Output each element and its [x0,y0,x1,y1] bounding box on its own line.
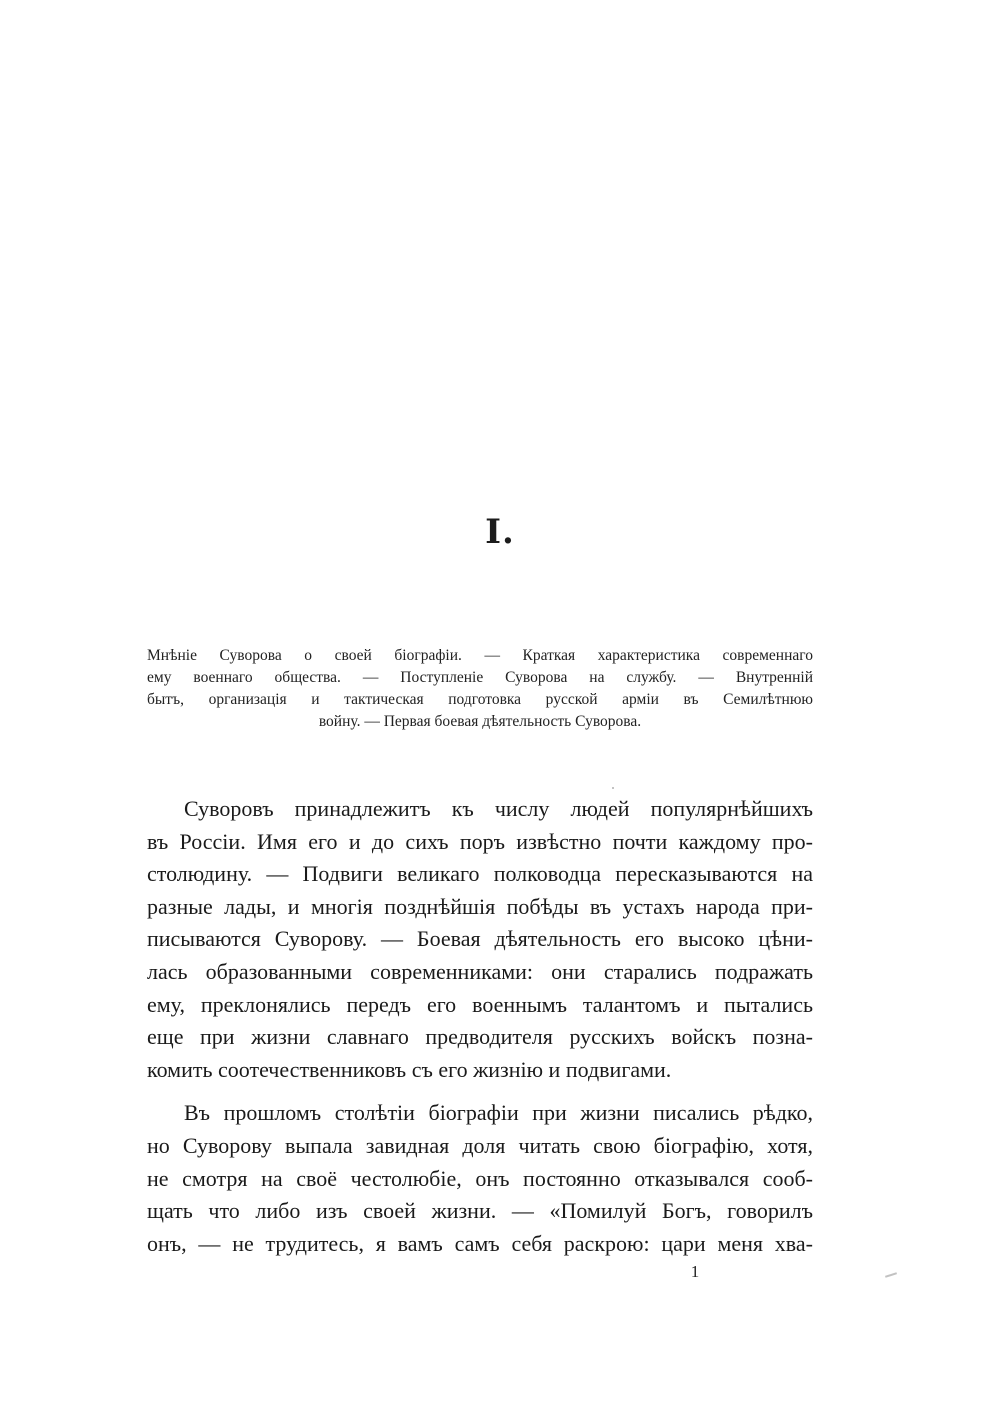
summary-line: бытъ, организація и тактическая подготовка русской арміи въ Семилѣтнюю [147,691,813,708]
chapter-summary [147,645,813,733]
text-line: писываются Суворову. — Боевая дѣятельность его высоко цѣни- [147,926,813,952]
text-line: щать что либо изъ своей жизни. — «Помилуй Богъ, говорилъ [147,1198,813,1224]
summary-line: войну. — Первая боевая дѣятельность Суворова. [318,713,642,730]
text-line: но Суворову выпала завидная доля читать свою біографію, хотя, [147,1132,813,1158]
text-line: не смотря на своё честолюбіе, онъ постоянно отказывался сооб- [147,1165,813,1191]
text-line: столюдину. — Подвиги великаго полководца пересказываются на [147,861,813,887]
summary-line: ему военнаго общества. — Поступленіе Суворова на службу. — Внутренній [147,669,813,686]
text-line: въ Россіи. Имя его и до сихъ поръ извѣстно почти каждому про- [147,828,813,854]
text-line: ему, преклонялись передъ его военнымъ талантомъ и пытались [147,991,813,1017]
text-line: разные лады, и многія позднѣйшія побѣды въ устахъ народа при- [147,893,813,919]
text-line: онъ, — не трудитесь, я вамъ самъ себя раскрою: цари меня хва- [147,1230,813,1256]
text-line: комить соотечественниковъ съ его жизнію и подвигами. [147,1056,672,1082]
summary-line: Мнѣніе Суворова о своей біографіи. — Краткая характеристика современнаго [147,647,813,664]
text-line: лась образованными современниками: они старались подражать [147,958,813,984]
print-mark [885,1272,897,1278]
page-number: 1 [690,1262,700,1281]
print-speck [612,787,614,789]
paragraph-gap [147,1086,813,1097]
paragraph [147,793,813,1086]
text-line: Въ прошломъ столѣтіи біографіи при жизни писались рѣдко, [184,1100,813,1126]
paragraph [147,1097,813,1260]
text-line: Суворовъ принадлежитъ къ числу людей популярнѣйшихъ [184,796,813,821]
text-line: еще при жизни славнаго предводителя русскихъ войскъ позна- [147,1024,813,1050]
body-text [147,793,813,1260]
chapter-number: I. [485,512,515,552]
